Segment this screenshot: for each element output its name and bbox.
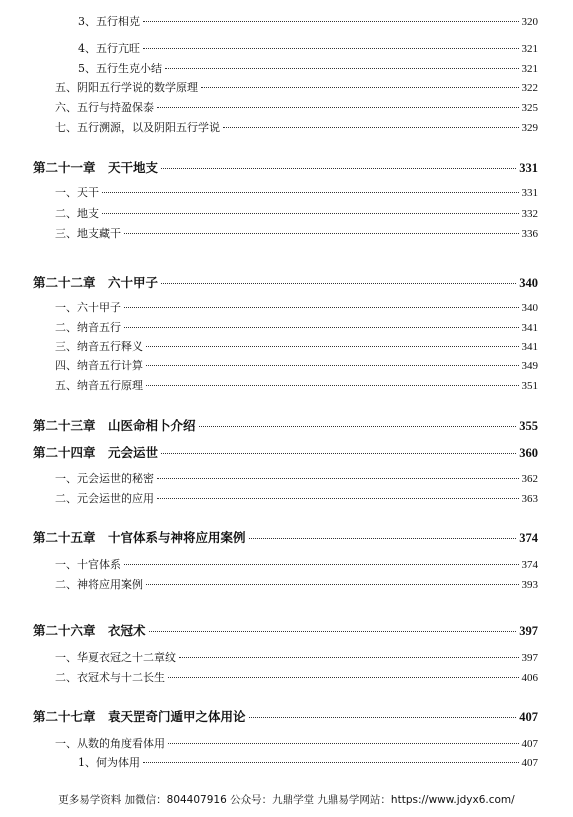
toc-entry-title: 四、纳音五行计算: [55, 359, 143, 372]
dot-leader: [249, 538, 517, 539]
toc-entry: [55, 651, 538, 665]
toc-chapter: [33, 624, 538, 638]
toc-entry-title: 3、五行相克: [78, 15, 140, 28]
toc-page-number: 322: [521, 82, 538, 94]
toc-page-number: 351: [521, 380, 538, 392]
toc-page-number: 355: [519, 419, 538, 433]
toc-page-number: 341: [521, 341, 538, 353]
toc-entry: [55, 340, 538, 354]
toc-page-number: 336: [521, 228, 538, 240]
toc-entry-title: 五、阴阳五行学说的数学原理: [55, 81, 198, 94]
toc-entry: [55, 121, 538, 135]
toc-page-number: 374: [519, 531, 538, 545]
toc-page-number: 320: [521, 16, 538, 28]
toc-page-number: 374: [521, 559, 538, 571]
toc-entry-title: 第二十五章 十官体系与神将应用案例: [33, 530, 246, 545]
toc-entry-title: 一、天干: [55, 186, 99, 199]
dot-leader: [146, 385, 519, 386]
dot-leader: [165, 68, 519, 69]
toc-entry: [78, 15, 538, 29]
dot-leader: [102, 213, 519, 214]
toc-entry-title: 第二十七章 袁天罡奇门遁甲之体用论: [33, 709, 246, 724]
toc-page-number: 340: [519, 276, 538, 290]
toc-page-number: 349: [521, 360, 538, 372]
toc-page-number: 407: [519, 710, 538, 724]
toc-chapter: [33, 446, 538, 460]
toc-page-number: 360: [519, 446, 538, 460]
toc-chapter: [33, 161, 538, 175]
dot-leader: [146, 584, 519, 585]
toc-entry-title: 一、元会运世的秘密: [55, 472, 154, 485]
toc-page-number: 321: [521, 63, 538, 75]
toc-entry-title: 第二十一章 天干地支: [33, 160, 159, 175]
toc-entry: [55, 207, 538, 221]
toc-page-number: 331: [521, 187, 538, 199]
dot-leader: [201, 87, 519, 88]
dot-leader: [143, 48, 519, 49]
toc-page-number: 332: [521, 208, 538, 220]
toc-entry-title: 二、衣冠术与十二长生: [55, 671, 165, 684]
toc-page-number: 325: [521, 102, 538, 114]
toc-entry-title: 三、地支藏干: [55, 227, 121, 240]
toc-entry-title: 六、五行与持盈保泰: [55, 101, 154, 114]
toc-chapter: [33, 710, 538, 724]
toc-page-number: 321: [521, 43, 538, 55]
dot-leader: [143, 762, 519, 763]
dot-leader: [157, 498, 519, 499]
toc-page-number: 397: [521, 652, 538, 664]
toc-entry: [55, 186, 538, 200]
toc-chapter: [33, 276, 538, 290]
toc-entry: [55, 379, 538, 393]
toc-entry-title: 二、神将应用案例: [55, 578, 143, 591]
toc-entry-title: 一、从数的角度看体用: [55, 737, 165, 750]
toc-page-number: 331: [519, 161, 538, 175]
dot-leader: [168, 743, 519, 744]
toc-entry: [55, 578, 538, 592]
toc-entry: [78, 756, 538, 770]
page-footer: 更多易学资料 加微信：804407916 公众号：九鼎学堂 九鼎易学网站：https://www.jdyx6.com/: [58, 794, 515, 806]
toc-page-number: 407: [521, 738, 538, 750]
dot-leader: [179, 657, 519, 658]
dot-leader: [157, 107, 519, 108]
toc-entry-title: 五、纳音五行原理: [55, 379, 143, 392]
dot-leader: [249, 717, 517, 718]
toc-entry: [55, 359, 538, 373]
dot-leader: [124, 564, 519, 565]
toc-entry-title: 二、元会运世的应用: [55, 492, 154, 505]
toc-entry-title: 一、十官体系: [55, 558, 121, 571]
dot-leader: [146, 346, 519, 347]
dot-leader: [146, 365, 519, 366]
toc-page-number: 407: [521, 757, 538, 769]
dot-leader: [161, 168, 516, 169]
toc-entry: [55, 472, 538, 486]
toc-page-number: 397: [519, 624, 538, 638]
toc-entry: [55, 671, 538, 685]
toc-page-number: 329: [521, 122, 538, 134]
toc-entry: [55, 227, 538, 241]
dot-leader: [124, 233, 519, 234]
dot-leader: [102, 192, 519, 193]
toc-entry-title: 七、五行溯源，以及阴阳五行学说: [55, 121, 220, 134]
toc-entry-title: 5、五行生克小结: [78, 62, 162, 75]
toc-page-number: 363: [521, 493, 538, 505]
dot-leader: [199, 426, 517, 427]
toc-page-number: 362: [521, 473, 538, 485]
toc-page-number: 406: [521, 672, 538, 684]
toc-entry: [55, 101, 538, 115]
toc-entry-title: 1、何为体用: [78, 756, 140, 769]
dot-leader: [161, 453, 516, 454]
toc-entry-title: 第二十六章 衣冠术: [33, 623, 146, 638]
toc-chapter: [33, 531, 538, 545]
toc-entry-title: 一、华夏衣冠之十二章纹: [55, 651, 176, 664]
toc-entry: [55, 737, 538, 751]
dot-leader: [149, 631, 517, 632]
dot-leader: [223, 127, 519, 128]
toc-entry: [55, 81, 538, 95]
toc-entry-title: 三、纳音五行释义: [55, 340, 143, 353]
toc-entry: [55, 558, 538, 572]
toc-entry-title: 4、五行亢旺: [78, 42, 140, 55]
dot-leader: [143, 21, 519, 22]
toc-entry: [55, 321, 538, 335]
dot-leader: [168, 677, 519, 678]
dot-leader: [124, 307, 519, 308]
toc-page-number: 340: [521, 302, 538, 314]
toc-entry: [78, 42, 538, 56]
toc-chapter: [33, 419, 538, 433]
toc-entry: [78, 62, 538, 76]
toc-entry-title: 第二十三章 山医命相卜介绍: [33, 418, 196, 433]
toc-entry-title: 一、六十甲子: [55, 301, 121, 314]
toc-page-number: 341: [521, 322, 538, 334]
dot-leader: [124, 327, 519, 328]
toc-entry-title: 二、纳音五行: [55, 321, 121, 334]
toc-page-number: 393: [521, 579, 538, 591]
toc-entry-title: 第二十二章 六十甲子: [33, 275, 159, 290]
toc-entry: [55, 301, 538, 315]
dot-leader: [157, 478, 519, 479]
toc-entry-title: 第二十四章 元会运世: [33, 445, 159, 460]
toc-entry-title: 二、地支: [55, 207, 99, 220]
toc-entry: [55, 492, 538, 506]
dot-leader: [161, 283, 516, 284]
